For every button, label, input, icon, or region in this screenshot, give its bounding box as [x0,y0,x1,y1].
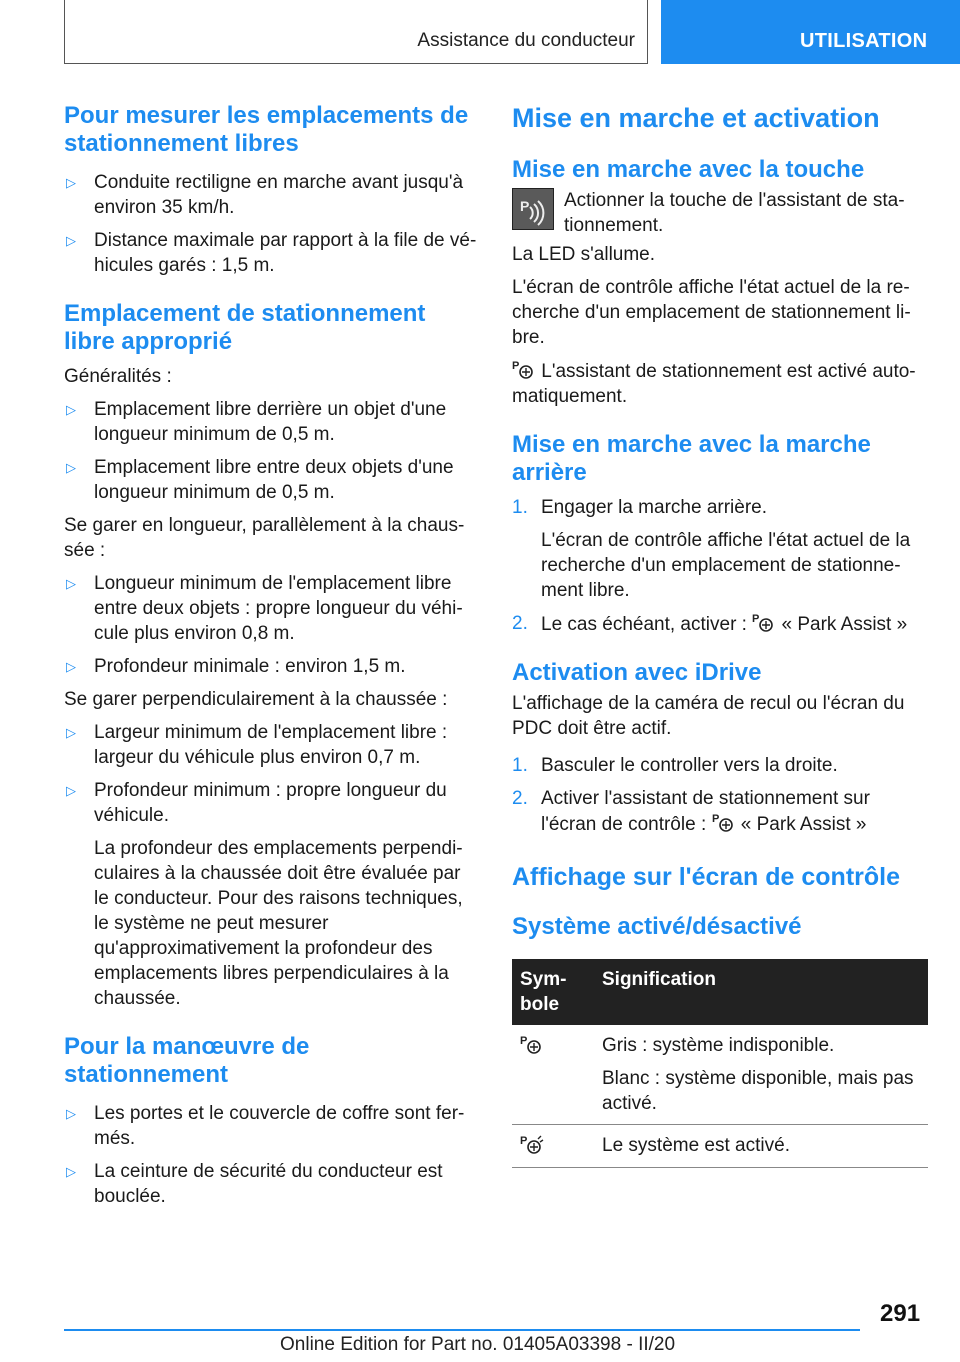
reverse-step-note: L'écran de contrôle affiche l'état actuel de la recherche d'un emplacement de stationnement libre. [541,530,911,601]
perpendicular-intro: Se garer perpendiculairement à la chaussée : [64,689,448,710]
park-assist-active-icon [512,358,536,380]
list-item: ▷ Largeur minimum de l'emplacement libre : largeur du véhicule plus environ 0,7 m. [66,722,448,768]
parallel-intro: Se garer en longueur, parallèlement à la chaussée : [64,515,465,561]
svg-text:P: P [520,1135,528,1147]
table-row: P Le système est activé. [512,1125,928,1168]
triangle-bullet-icon: ▷ [66,175,76,190]
list-item: ▷ La ceinture de sécurité du conducteur est bouclée. [66,1161,443,1207]
list-item: ▷ Les portes et le couvercle de coffre sont fermés. [66,1103,465,1149]
right-column [512,102,928,1168]
heading-maneuver: Pour la manœuvre de stationnement [64,1033,310,1088]
status-table [512,959,928,1168]
triangle-bullet-icon: ▷ [66,725,76,740]
triangle-bullet-icon: ▷ [66,402,76,417]
list-item: ▷ Distance maximale par rapport à la file de véhicules garés : 1,5 m. [66,230,477,276]
led-text: La LED s'allume. [512,244,656,265]
perpendicular-note: La profondeur des emplacements perpendiculaires à la chaussée doit être évaluée par le conducteur. Pour des raisons techniques, le système ne peut mesurer qu'approximativement la profondeur des emplacements libres perpendiculaires à la chaussée. [94,838,463,1009]
table-header-symbol: Symbole [512,959,594,1025]
list-item: 1. Engager la marche arrière. [512,497,767,518]
generalites-label: Généralités : [64,366,172,387]
left-column [64,102,478,1209]
svg-text:P: P [711,813,719,825]
park-assist-icon [752,611,776,633]
triangle-bullet-icon: ▷ [66,659,76,674]
heading-display: Affichage sur l'écran de contrôle [512,863,900,891]
svg-text:P: P [512,360,520,372]
triangle-bullet-icon: ▷ [66,233,76,248]
heading-activation: Mise en marche et activation [512,103,880,133]
triangle-bullet-icon: ▷ [66,1106,76,1121]
list-item: ▷ Emplacement libre derrière un objet d'une longueur minimum de 0,5 m. [66,399,447,445]
table-row: P Gris : système indisponible. Blanc : système disponible, mais pas activé. [512,1025,928,1125]
button-instruction: P Actionner la touche de l'assistant de stationnement. [512,188,928,238]
triangle-bullet-icon: ▷ [66,783,76,798]
list-item: ▷ Longueur minimum de l'emplacement libre entre deux objets : propre longueur du véhicule plus environ 0,8 m. [66,573,463,644]
table-header-meaning: Signification [594,959,928,1025]
svg-text:P: P [752,613,760,625]
list-item: 2. Le cas échéant, activer : P « Park Assist » [512,613,908,635]
heading-system-status: Système activé/désactivé [512,913,802,940]
list-item: 1. Basculer le controller vers la droite. [512,755,838,776]
park-assist-active-icon [520,1133,544,1155]
header-chapter-tab [661,0,960,64]
list-item: ▷ Profondeur minimum : propre longueur du véhicule. [66,780,447,826]
auto-activation-text: P L'assistant de stationnement est activé automatiquement. [512,360,916,407]
list-item: 2. Activer l'assistant de stationnement sur l'écran de contrôle : P « Park Assist » [512,788,870,835]
svg-text:P: P [520,198,530,214]
list-item: ▷ Emplacement libre entre deux objets d'une longueur minimum de 0,5 m. [66,457,454,503]
display-text: L'écran de contrôle affiche l'état actuel de la recherche d'un emplacement de stationnement libre. [512,277,911,348]
park-assist-button-icon [512,188,554,230]
park-assist-off-icon [520,1033,544,1055]
svg-text:P: P [520,1035,528,1047]
heading-idrive-activation: Activation avec iDrive [512,659,762,686]
list-item: ▷ Profondeur minimale : environ 1,5 m. [66,656,406,677]
list-item: ▷ Conduite rectiligne en marche avant jusqu'à environ 35 km/h. [66,172,464,218]
heading-reverse-activation: Mise en marche avec la marche arrière [512,431,871,486]
heading-button-activation: Mise en marche avec la touche [512,156,865,183]
park-assist-icon [712,811,736,833]
page-number: 291 [880,1300,921,1327]
triangle-bullet-icon: ▷ [66,460,76,475]
footer-divider [64,1329,860,1331]
heading-measure: Pour mesurer les emplacements de stationnement libres [64,102,469,157]
triangle-bullet-icon: ▷ [66,576,76,591]
footer-edition: Online Edition for Part no. 01405A03398 - II/20 [280,1334,676,1355]
header-section-title: Assistance du conducteur [417,30,635,51]
heading-suitable-space: Emplacement de stationnement libre approprié [64,300,426,355]
idrive-intro: L'affichage de la caméra de recul ou l'écran du PDC doit être actif. [512,693,905,739]
header-section-box [64,0,648,64]
header-chapter-title: UTILISATION [800,30,928,52]
triangle-bullet-icon: ▷ [66,1164,76,1179]
